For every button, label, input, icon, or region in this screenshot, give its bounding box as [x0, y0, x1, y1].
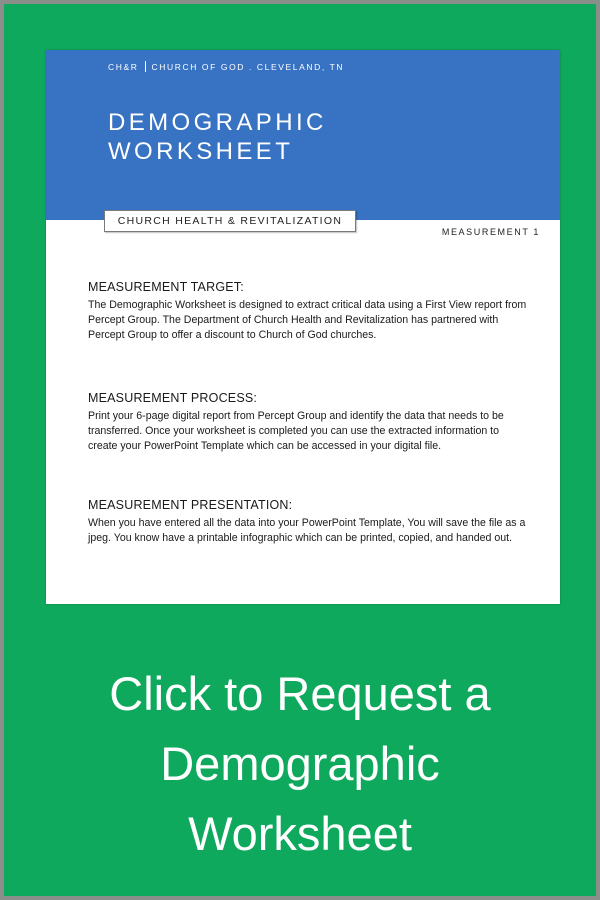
section-process	[88, 391, 528, 454]
organization-line	[108, 61, 344, 72]
section-heading: MEASUREMENT PROCESS:	[88, 391, 258, 405]
section-body: Print your 6-page digital report from Percept Group and identify the data that needs to be transferred. Once your worksheet is completed you can use the extracted information to create your PowerPoint Template which can be accessed in your digital file.	[88, 410, 504, 452]
title-line-2: WORKSHEET	[108, 138, 294, 165]
section-heading: MEASUREMENT PRESENTATION:	[88, 498, 293, 512]
org-separator	[145, 61, 146, 72]
program-label: CHURCH HEALTH & REVITALIZATION	[104, 210, 356, 232]
title-banner	[46, 50, 560, 220]
title-line-1: DEMOGRAPHIC	[108, 109, 327, 136]
org-abbreviation: CH&R	[108, 62, 139, 72]
call-to-action-text[interactable]	[4, 659, 596, 869]
cta-line-1: Click to Request a	[109, 667, 491, 720]
cta-line-2: Demographic	[160, 737, 440, 790]
measurement-number: MEASUREMENT 1	[441, 227, 540, 237]
worksheet-preview	[46, 50, 560, 604]
section-body: When you have entered all the data into your PowerPoint Template, You will save the file as a jpeg. You know have a printable infographic which can be printed, copied, and handed out.	[88, 517, 526, 544]
org-name: CHURCH OF GOD . CLEVELAND, TN	[151, 62, 345, 72]
section-presentation	[88, 498, 528, 546]
section-heading: MEASUREMENT TARGET:	[88, 280, 244, 294]
worksheet-title	[108, 108, 327, 166]
section-target	[88, 280, 528, 343]
section-body: The Demographic Worksheet is designed to extract critical data using a First View report from Percept Group. The Department of Church Health and Revitalization has partnered with Percept Group to offer a discount to Church of God churches.	[88, 299, 527, 341]
cta-line-3: Worksheet	[188, 807, 412, 860]
